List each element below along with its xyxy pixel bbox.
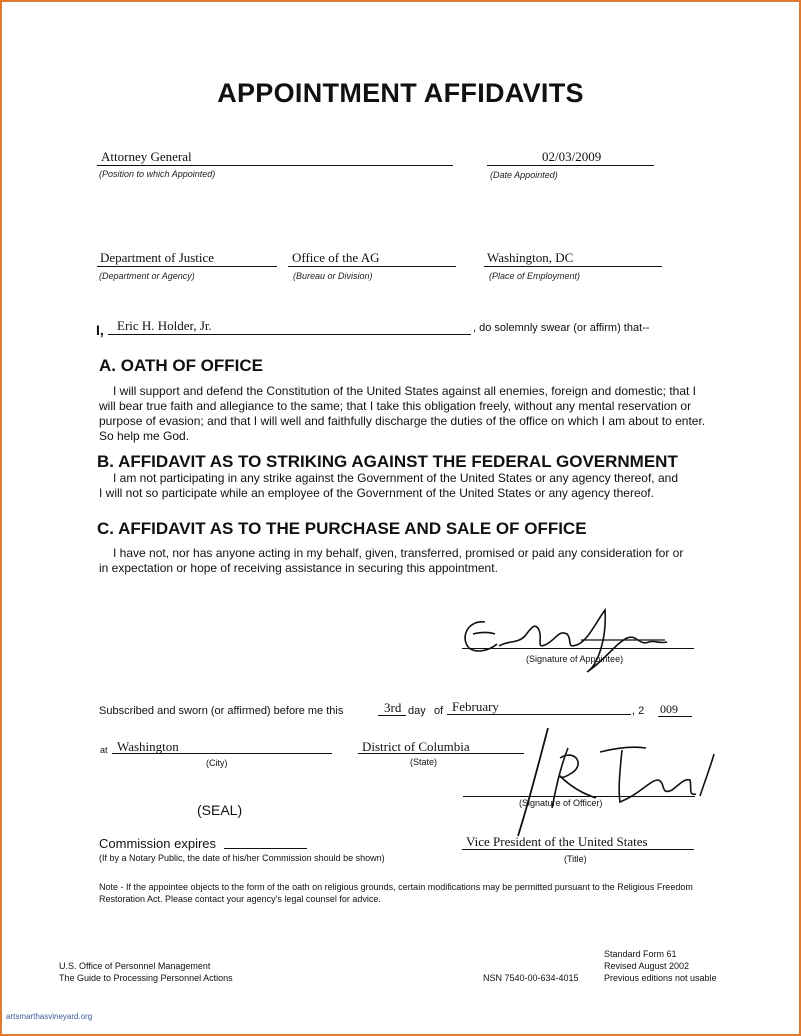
location-at-label: at bbox=[100, 745, 108, 755]
footer-nsn: NSN 7540-00-634-4015 bbox=[483, 973, 579, 983]
appointee-name-line bbox=[108, 334, 471, 335]
sworn-of-word: of bbox=[434, 705, 444, 717]
date-appointed-value: 02/03/2009 bbox=[542, 149, 602, 164]
sworn-year-line bbox=[658, 716, 692, 717]
place-line bbox=[484, 266, 662, 267]
department-caption: (Department or Agency) bbox=[99, 271, 195, 281]
footer-form-line3: Previous editions not usable bbox=[604, 973, 717, 983]
sworn-day-word: day bbox=[408, 705, 426, 717]
position-caption: (Position to which Appointed) bbox=[99, 169, 216, 179]
appointee-name: Eric H. Holder, Jr. bbox=[117, 318, 212, 333]
section-a-heading: A. OATH OF OFFICE bbox=[99, 356, 264, 375]
state-caption: (State) bbox=[410, 757, 438, 767]
officer-title-value: Vice President of the United States bbox=[466, 834, 648, 849]
section-b-text: I am not participating in any strike against the Government of the United States or any agency thereof, and I will not so participate while an employee of the Government of the United States or any agency thereof. bbox=[99, 471, 678, 500]
officer-title-caption: (Title) bbox=[564, 854, 587, 864]
city-caption: (City) bbox=[206, 758, 228, 768]
officer-signature-caption: (Signature of Officer) bbox=[519, 798, 603, 808]
footer-agency-line2: The Guide to Processing Personnel Actions bbox=[59, 973, 233, 983]
position-value: Attorney General bbox=[101, 149, 192, 164]
position-line bbox=[97, 165, 453, 166]
footer-form-line1: Standard Form 61 bbox=[604, 949, 677, 959]
place-caption: (Place of Employment) bbox=[489, 271, 581, 281]
place-value: Washington, DC bbox=[487, 250, 574, 265]
sworn-year-fill: 009 bbox=[660, 702, 678, 716]
sworn-year-prefix: , 2 bbox=[632, 705, 645, 717]
officer-title-line bbox=[462, 849, 694, 850]
officer-signature-line bbox=[463, 796, 695, 797]
oath-prefix: I, bbox=[96, 322, 104, 338]
bureau-value: Office of the AG bbox=[292, 250, 380, 265]
section-c-text: I have not, nor has anyone acting in my behalf, given, transferred, promised or paid any consideration for or in expectation or hope of receiving assistance in securing this appointment. bbox=[99, 546, 684, 575]
sworn-day: 3rd bbox=[384, 700, 402, 715]
section-c-heading: C. AFFIDAVIT AS TO THE PURCHASE AND SALE OF OFFICE bbox=[97, 519, 587, 538]
sworn-prefix: Subscribed and sworn (or affirmed) before me this bbox=[99, 705, 344, 717]
date-appointed-line bbox=[487, 165, 654, 166]
city-line bbox=[112, 753, 332, 754]
commission-line bbox=[224, 848, 307, 849]
watermark-url[interactable]: artsmarthasvineyard.org bbox=[6, 1012, 93, 1021]
department-value: Department of Justice bbox=[100, 250, 215, 265]
commission-note: (If by a Notary Public, the date of his/her Commission should be shown) bbox=[99, 853, 385, 863]
section-a-text: I will support and defend the Constitution of the United States against all enemies, foreign and domestic; that I will bear true faith and allegiance to the same; that I take this obligation freely, without any mental reservation or purpose of evasion; and that I will well and faithfully discharge the duties of the office on which I am about to enter. So help me God. bbox=[99, 384, 706, 443]
religious-note: Note - If the appointee objects to the form of the oath on religious grounds, certain modifications may be permitted pursuant to the Religious Freedom Restoration Act. Please contact your agency's legal counsel for advice. bbox=[99, 882, 693, 904]
appointee-signature-caption: (Signature of Appointee) bbox=[526, 654, 624, 664]
commission-label: Commission expires bbox=[99, 836, 217, 851]
bureau-caption: (Bureau or Division) bbox=[293, 271, 373, 281]
document-title: APPOINTMENT AFFIDAVITS bbox=[217, 78, 584, 108]
section-b-heading: B. AFFIDAVIT AS TO STRIKING AGAINST THE FEDERAL GOVERNMENT bbox=[97, 452, 678, 471]
bureau-line bbox=[288, 266, 456, 267]
city-value: Washington bbox=[117, 739, 179, 754]
appointee-signature-line bbox=[462, 648, 694, 649]
sworn-month-line bbox=[447, 714, 631, 715]
oath-suffix: , do solemnly swear (or affirm) that-- bbox=[473, 322, 650, 334]
footer-agency-line1: U.S. Office of Personnel Management bbox=[59, 961, 211, 971]
sworn-day-line bbox=[378, 715, 406, 716]
department-line bbox=[97, 266, 277, 267]
officer-signature bbox=[500, 718, 730, 848]
appointee-signature bbox=[455, 600, 705, 680]
sworn-month: February bbox=[452, 699, 499, 714]
seal-label: (SEAL) bbox=[197, 802, 243, 818]
date-appointed-caption: (Date Appointed) bbox=[490, 170, 558, 180]
state-value: District of Columbia bbox=[362, 739, 470, 754]
footer-form-line2: Revised August 2002 bbox=[604, 961, 690, 971]
